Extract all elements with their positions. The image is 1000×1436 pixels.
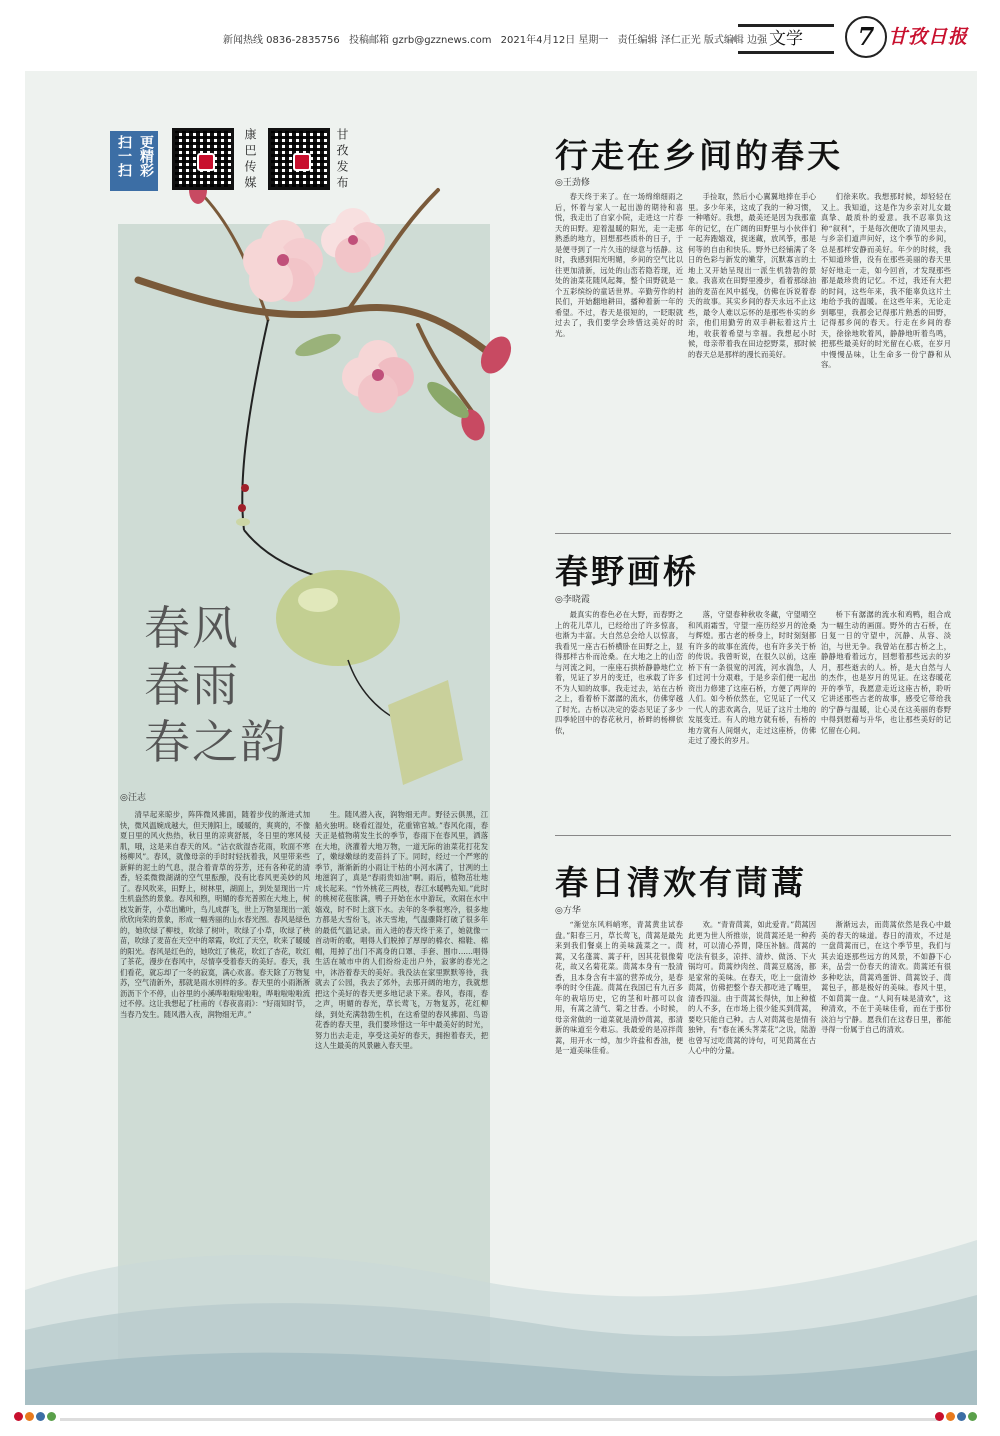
article-1-text: 手捡取，然后小心翼翼地捧在手心里。多少年来，这成了我的一种习惯，一种嗜好。我想，最美还是因为我那童年的记忆，在广阔的田野里与小伙伴们一起奔跑嬉戏，捉迷藏，放风筝，那是何等的自由和快乐。野外已经铺满了冬日的色彩与新发的嫩芽，沉默寡言的土地上又开始呈现出一派生机勃勃的景象。我喜欢在田野里漫步，看着那绿油油的麦苗在风中摇曳，仿佛在诉说着春天的故事。其实乡间的春天永远不止这些，最令人难以忘怀的是那些朴实的乡亲，他们用勤劳的双手耕耘着这片土地，收获着希望与幸福。我想起小时候，母亲带着我在田边挖野菜，那时候的春天总是那样的漫长而美好。 [688,192,816,359]
article-3-title: 春日清欢有茼蒿 [555,863,807,902]
article-1-author: ◎王劲修 [555,178,590,188]
leaf [293,329,344,360]
article-3-column-2 [688,920,816,1155]
article-2-title: 春野画桥 [555,552,699,591]
article-3-text: 渐渐远去，而茼蒿依然是我心中最美的春天的味道。春日的清欢，不过是一盘茼蒿而已，在这个季节里，我们与其去追逐那些远方的风景，不如静下心来，品尝一份春天的清欢。茼蒿还有很多种吃法，茼蒿鸡蛋饼、茼蒿饺子、茼蒿包子，都是极好的美味。春风十里，不如茼蒿一盘。“人间有味是清欢”，这种清欢，不在于美味佳肴，而在于那份淡泊与宁静。愿我们在这春日里，都能寻得一份属于自己的清欢。 [821,920,951,1034]
qr-label-kangba: 康巴传媒 [243,128,257,192]
article-3-column-3 [821,920,951,1115]
blossom [243,220,323,302]
divider [555,835,951,836]
email-text: 投稿邮箱 gzrb@gzznews.com [348,35,492,46]
chime-bead [241,484,249,492]
hotline-text: 新闻热线 0836-2835756 [223,35,340,46]
masthead-info [223,31,773,46]
scan-badge [110,131,158,191]
article-2-text: 落，守望春种秋收冬藏，守望晴空和风雨霜雪，守望一座历经岁月的沧桑与辉煌。那古老的桥身上，时时刻刻都有许多的故事在流传，也有许多关于桥的传说。我曾听说，在很久以前，这座桥下有一条很宽的河流，河水湍急，人们过河十分艰难，于是乡亲们便一起出资出力修建了这座石桥，方便了两岸的人们。如今桥依然在，它见证了一代又一代人的悲欢离合，见证了这片土地的发展变迁。有人的地方就有桥，有桥的地方就有人间烟火，走过这座桥，仿佛走过了漫长的岁月。 [688,610,816,745]
landscape-waves [25,1180,977,1405]
article-2-column-3 [821,610,951,825]
article-1-text: 春天终于来了。在一场绵绵细雨之后，怀着与家人一起出游的期待和喜悦，我走出了自家小院，走进这一片春天的田野。迎着温暖的阳光，走一走那熟悉的地方，回想那些质朴的日子，于是便寻到了一片久违的绿意与恬静。这时，我感到阳光明媚，乡间的空气比以往更加清新，远处的山峦若隐若现，近处的油菜花随风起舞，整个田野就是一个五彩缤纷的童话世界。辛勤劳作的村民们，开始翻地耕田，播种着新一年的希望。不过，春天是很短的，一眨眼就过去了，我们要学会珍惜这美好的时光。 [555,192,683,338]
chime-cord [242,320,268,530]
divider [555,533,951,534]
paper-logo: 甘孜日报 [888,26,969,48]
article-2-text: 最真实的春色必在大野，而春野之上的花儿草儿，已经给出了许多惊喜，也渐为丰富。大自然总会给人以惊喜，我看见一座古石桥横卧在田野之上，显得那样古朴而沧桑。在大地之上的山峦与河流之间，一座座石拱桥静静地伫立着，见证了岁月的变迁，也承载了许多不为人知的故事。我走过去，站在古桥之上，看着桥下潺潺的流水，仿佛穿越了时光。古桥以决定的姿态见证了多少四季轮回中的春花秋月，桥畔的杨柳依依， [555,610,683,735]
editors-text: 责任编辑 泽仁正光 版式编辑 边强 [617,35,768,46]
page-number: 7 [845,16,887,58]
article-2-author: ◎李晓霞 [555,595,590,605]
feature-column-1 [120,810,310,1175]
article-3-author: ◎方华 [555,906,581,916]
article-2-column-2 [688,610,816,825]
chime-bell-shine [298,588,338,612]
article-1-column-2 [688,192,816,527]
blossom [321,208,385,273]
chime-paper [388,680,463,785]
bud [475,331,518,379]
feature-text: 生。随风潜入夜，润物细无声。野径云俱黑，江船火独明。晓看红湿处，花重锦官城。”春风化雨，春天正是植物萌发生长的季节，春雨下在春风里，洒落在大地，浇灌着大地万物，一道无际的油菜花打花发了，嫩绿嫩绿的麦苗抖了下。同时，经过一个严寒的季节，渐渐新的小雨让干枯的小河水满了，甘冽的土地滋润了，真是“春雨贵如油”啊。雨后，植物茁壮地成长起来。“竹外桃花三两枝，春江水暖鸭先知。”此时的桃树花苞胀满，鸭子开始在水中游玩，欢闹在水中嬉戏，时不时上演下水。去年的冬季很寒冷，很多地方都是大雪纷飞，冰天雪地，气温骤降打破了很多年的最低气温记录。而入进的春天终于来了，她就像一首动听的歌，唱得人们脱掉了厚厚的棉衣、棉鞋、棉帽，甩掉了出门不离身的口罩、手套、围巾……唱得生活在城市中的人们纷纷走出户外，寂寥的春光之中，沐浴着春天的美好。我没法在家里默默等待，我就去了公园，我去了郊外，去那开阔的地方，我就想把这个美好的春天更多地记录下来。春风，春雨，春之声，明媚的春光，草长莺飞，万物复苏，花红柳绿，到处充满勃勃生机，在这希望的春风拂面、鸟语花香的春天里，我们要珍惜这一年中最美好的时光，努力出去走走，享受这美好的春天，拥抱着春天，把这人生最美的风景融入春天里。 [315,810,488,1050]
article-1-text: 们徐来吹。我想那时候，却轻轻在又上。我知道，这是作为乡亲对儿女最真挚、最质朴的爱意。我不忍辜负这种“叙利”，于是每次便吹了清风里去，与乡亲们道声问好，这个季节的乡间，总是那样安静而美好。年少的时候，我不知道珍惜，没有在那些美丽的春天里好好地走一走，如今回首，才发现那些都是最珍贵的记忆。不过，我还有大把的时间，这些年来，我不能辜负这片土地给予我的温暖。在这些年来，无论走到哪里，我都会记得那片熟悉的田野，记得那乡间的春天。行走在乡间的春天，徐徐地吹着风，静静地听着鸟鸣，把那些最美好的时光留在心底，在岁月中慢慢品味，让生命多一份宁静和从容。 [821,192,951,369]
chime-bead [238,504,246,512]
chime-bead [236,518,250,526]
chime-bell [276,570,400,666]
section-label: ◀ 文学 [738,24,834,54]
article-2-text: 桥下有潺潺的流水和鸡鸭，组合成为一幅生动的画面。野外的古石桥，在日复一日的守望中，沉静、从容、淡泊，与世无争。我曾站在那古桥之上，静静地看着远方，回想着那些远去的岁月，那些逝去的人。桥，是大自然与人的杰作，也是岁月的见证。在这春暖花开的季节，我愿意走近这座古桥，聆听它讲述那些古老的故事，感受它带给我的宁静与温暖，让心灵在这美丽的春野中得到慰藉与升华，也让那些美好的记忆留在心间。 [821,610,951,735]
feature-author: ◎汪志 [120,793,146,803]
scan-label: 扫一扫 [116,135,132,177]
article-3-column-1 [555,920,683,1170]
blossom [342,340,414,413]
article-3-text: “渐觉东风料峭寒，青蒿黄韭试春盘。”阳春三月，草长莺飞，茼蒿是最先来到我们餐桌上的美味蔬菜之一。茼蒿，又名蓬蒿、蒿子秆，因其花很像菊花，故又名菊花菜。茼蒿本身有一股清香，且本身含有丰富的营养成分，是春季的时令佳蔬。茼蒿在我国已有九百多年的栽培历史，它的茎和叶都可以食用，有蒿之清气、菊之甘香。小时候，母亲常做的一道菜就是清炒茼蒿，那清新的味道至今难忘。我最爱的是凉拌茼蒿，用开水一焯，加少许盐和香油，便是一道美味佳肴。 [555,920,683,1055]
footer-rule [60,1418,940,1421]
feature-title [144,600,288,771]
scan-label-more: 更精彩 [138,135,154,177]
masthead [0,0,1000,60]
feature-title-line: 春雨 [144,658,240,712]
feature-title-line: 春之韵 [144,715,288,769]
footer-ornament-right [935,1412,985,1426]
qr-code-ganzi[interactable] [268,128,330,190]
chime-cord [244,530,328,580]
article-1-column-1 [555,192,683,527]
feature-text: 清早起来晾步，阵阵微风拂面，随着步伐的渐进式加快，微风温婉成越大，但天刚阳上，暖暖的，爽爽的，不像夏日里的风火热热，秋日里的凉爽舒展，冬日里的寒风侵肌，哦，这是来自春天的风。“沾衣欲湿杏花雨，吹面不寒杨柳风”。春风，就像母亲的手时时轻抚着我，风里带来些新鲜的泥土的气息，混合着青草的芬芳，还有各种花的清香，轻柔微微湖湖的空气里酝酿，没有比春风更美妙的风了。春风吹来，田野上，树林里，湖面上，到处显现出一片生机盎然的景象。春风和煦，明媚的春光普照在大地上，树枝发新芽，小草出嫩叶，鸟儿成群飞，世上万物显现出一派欣欣向荣的景象，形成一幅秀丽的山水春光图。春风是绿色的，她吹绿了柳枝，吹绿了树叶，吹绿了小草，吹绿了秧苗，吹绿了麦苗在天空中的翠霞，吹红了天空，吹来了暖暖的阳光。春风是红色的，她吹红了桃花，吹红了杏花，吹红了茶花，漫步在春风中，尽情享受着春天的美好。春天，我们看花，就忘却了一冬的寂寞，满心欢喜。春天除了万物复苏，空气清新外，那就是雨水别样的多。春天里的小雨淅淅沥沥下个不停，山谷里的小溪哗啦啦啦啦啦，哗啦啦啦啦流过不停。这让我想起了杜甫的《春夜喜雨》：“好雨知时节，当春乃发生。随风潜入夜，润物细无声。” [120,810,310,1019]
article-2-column-1 [555,610,683,825]
footer-ornament-left [14,1412,64,1426]
article-3-text: 欢。“青青茼蒿，如此爱青。”茼蒿因此更为世人所推崇，说茼蒿还是一种药材，可以清心养胃，降压补脑。茼蒿的吃法有很多，凉拌、清炒、做汤、下火锅均可。茼蒿炒肉丝、茼蒿豆腐汤，都是家常的美味。在春天，吃上一盘清炒茼蒿，仿佛把整个春天都吃进了嘴里，清香四溢。由于茼蒿长得快，加上种植的人不多，在市场上很少能买到茼蒿，要吃只能自己种。古人对茼蒿也是情有独钟，有“春在溪头荠菜花”之说，陆游也曾写过吃茼蒿的诗句，可见茼蒿在古人心中的分量。 [688,920,816,1055]
feature-column-2 [315,810,488,1120]
qr-label-ganzi: 甘孜发布 [335,128,349,192]
article-1-title: 行走在乡间的春天 [555,136,843,175]
qr-code-kangba[interactable] [172,128,234,190]
article-1-column-3 [821,192,951,527]
feature-title-line: 春风 [144,601,240,655]
date-text: 2021年4月12日 星期一 [500,35,609,46]
